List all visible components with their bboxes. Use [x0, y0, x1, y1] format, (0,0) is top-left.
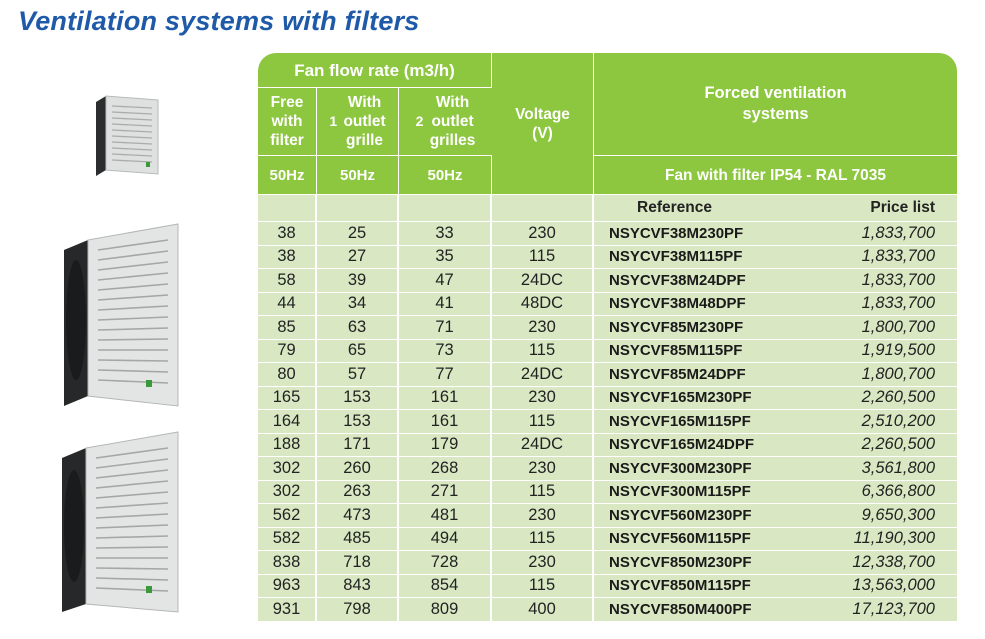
table-row: [258, 316, 957, 340]
reference-cell: NSYCVF300M115PF: [609, 483, 751, 501]
voltage-cell: 400: [492, 598, 594, 622]
frequency-header: 50Hz: [317, 156, 399, 195]
free-flow-cell: 188: [258, 434, 317, 458]
one-grille-flow-cell: 153: [317, 410, 399, 434]
large-fan-filter-image: [56, 428, 186, 620]
price-cell: 11,190,300: [853, 529, 935, 548]
table-row: [258, 410, 957, 434]
page-title: Ventilation systems with filters: [18, 6, 420, 36]
voltage-cell: 230: [492, 551, 594, 575]
table-row: [258, 222, 957, 246]
free-flow-cell: 838: [258, 551, 317, 575]
with-1-outlet-grille-header: 1 With outlet grille: [317, 88, 399, 156]
two-grilles-flow-cell: 854: [399, 575, 492, 599]
two-grilles-flow-cell: 728: [399, 551, 492, 575]
price-cell: 13,563,000: [852, 576, 935, 595]
free-flow-cell: 80: [258, 363, 317, 387]
price-list-header: Price list: [870, 199, 935, 216]
table-row: [258, 575, 957, 599]
free-flow-cell: 85: [258, 316, 317, 340]
reference-cell: NSYCVF300M230PF: [609, 459, 752, 477]
table-row: [258, 340, 957, 364]
one-grille-flow-cell: 25: [317, 222, 399, 246]
one-grille-flow-cell: 65: [317, 340, 399, 364]
one-grille-flow-cell: 260: [317, 457, 399, 481]
table-row: [258, 598, 957, 622]
voltage-cell: 230: [492, 504, 594, 528]
two-grilles-flow-cell: 41: [399, 293, 492, 317]
small-fan-filter-image: [92, 90, 164, 186]
price-cell: 2,260,500: [861, 388, 935, 407]
table-row: [258, 434, 957, 458]
voltage-cell: 48DC: [492, 293, 594, 317]
reference-cell: NSYCVF165M115PF: [609, 412, 751, 430]
free-flow-cell: 165: [258, 387, 317, 411]
with-2-outlet-grilles-header: 2 With outlet grilles: [399, 88, 492, 156]
free-flow-cell: 44: [258, 293, 317, 317]
ventilation-spec-table: [258, 53, 957, 622]
one-grille-flow-cell: 485: [317, 528, 399, 552]
fan-flow-rate-header: Fan flow rate (m3/h): [258, 53, 492, 88]
voltage-cell: 115: [492, 410, 594, 434]
price-cell: 3,561,800: [861, 458, 935, 477]
frequency-header: 50Hz: [258, 156, 317, 195]
one-grille-flow-cell: 34: [317, 293, 399, 317]
price-cell: 1,833,700: [861, 247, 935, 266]
table-row: [258, 293, 957, 317]
reference-cell: NSYCVF85M115PF: [609, 342, 743, 360]
price-cell: 2,510,200: [861, 411, 935, 430]
price-cell: 1,833,700: [861, 294, 935, 313]
one-grille-flow-cell: 798: [317, 598, 399, 622]
one-grille-flow-cell: 27: [317, 246, 399, 270]
one-grille-flow-cell: 473: [317, 504, 399, 528]
two-grilles-flow-cell: 33: [399, 222, 492, 246]
price-cell: 12,338,700: [852, 552, 935, 571]
one-grille-flow-cell: 39: [317, 269, 399, 293]
price-cell: 1,833,700: [861, 223, 935, 242]
two-grilles-flow-cell: 47: [399, 269, 492, 293]
reference-cell: NSYCVF850M230PF: [609, 553, 752, 571]
free-flow-cell: 302: [258, 457, 317, 481]
voltage-cell: 115: [492, 246, 594, 270]
voltage-header: Voltage (V): [492, 53, 594, 195]
fan-with-filter-header: Fan with filter IP54 - RAL 7035: [594, 156, 957, 195]
voltage-cell: 115: [492, 340, 594, 364]
price-cell: 1,833,700: [861, 270, 935, 289]
voltage-cell: 230: [492, 387, 594, 411]
reference-header: Reference: [637, 199, 712, 216]
two-grilles-flow-cell: 809: [399, 598, 492, 622]
reference-cell: NSYCVF38M115PF: [609, 248, 743, 266]
table-row: [258, 269, 957, 293]
free-flow-cell: 302: [258, 481, 317, 505]
one-grille-flow-cell: 843: [317, 575, 399, 599]
one-grille-flow-cell: 263: [317, 481, 399, 505]
free-flow-cell: 79: [258, 340, 317, 364]
reference-cell: NSYCVF38M230PF: [609, 224, 744, 242]
reference-cell: NSYCVF85M230PF: [609, 318, 744, 336]
reference-cell: NSYCVF85M24DPF: [609, 365, 746, 383]
free-flow-cell: 963: [258, 575, 317, 599]
one-grille-flow-cell: 171: [317, 434, 399, 458]
free-flow-cell: 58: [258, 269, 317, 293]
two-grilles-flow-cell: 73: [399, 340, 492, 364]
price-cell: 1,800,700: [861, 317, 935, 336]
free-flow-cell: 164: [258, 410, 317, 434]
voltage-cell: 24DC: [492, 363, 594, 387]
free-flow-cell: 582: [258, 528, 317, 552]
price-cell: 1,919,500: [861, 341, 935, 360]
medium-fan-filter-image: [58, 220, 186, 416]
table-row: [258, 457, 957, 481]
two-grilles-flow-cell: 35: [399, 246, 492, 270]
voltage-cell: 230: [492, 457, 594, 481]
reference-cell: NSYCVF165M230PF: [609, 389, 752, 407]
table-row: [258, 504, 957, 528]
two-grilles-flow-cell: 179: [399, 434, 492, 458]
reference-cell: NSYCVF560M230PF: [609, 506, 752, 524]
two-grilles-flow-cell: 481: [399, 504, 492, 528]
voltage-cell: 230: [492, 222, 594, 246]
two-grilles-flow-cell: 161: [399, 387, 492, 411]
reference-cell: NSYCVF850M115PF: [609, 577, 751, 595]
voltage-cell: 24DC: [492, 269, 594, 293]
reference-cell: NSYCVF38M24DPF: [609, 271, 746, 289]
voltage-cell: 24DC: [492, 434, 594, 458]
voltage-cell: 230: [492, 316, 594, 340]
price-cell: 2,260,500: [861, 435, 935, 454]
two-grilles-flow-cell: 77: [399, 363, 492, 387]
forced-ventilation-header: Forced ventilation systems: [594, 53, 957, 156]
reference-cell: NSYCVF560M115PF: [609, 530, 751, 548]
table-row: [258, 363, 957, 387]
free-with-filter-header: Free with filter: [258, 88, 317, 156]
two-grilles-flow-cell: 494: [399, 528, 492, 552]
price-cell: 1,800,700: [861, 364, 935, 383]
reference-cell: NSYCVF38M48DPF: [609, 295, 746, 313]
reference-cell: NSYCVF165M24DPF: [609, 436, 755, 454]
table-row: [258, 481, 957, 505]
one-grille-flow-cell: 153: [317, 387, 399, 411]
one-grille-flow-cell: 57: [317, 363, 399, 387]
price-cell: 17,123,700: [852, 599, 935, 618]
voltage-cell: 115: [492, 575, 594, 599]
reference-cell: NSYCVF850M400PF: [609, 600, 752, 618]
one-grille-flow-cell: 718: [317, 551, 399, 575]
free-flow-cell: 38: [258, 222, 317, 246]
free-flow-cell: 931: [258, 598, 317, 622]
price-cell: 9,650,300: [861, 505, 935, 524]
two-grilles-flow-cell: 271: [399, 481, 492, 505]
table-row: [258, 528, 957, 552]
two-grilles-flow-cell: 71: [399, 316, 492, 340]
table-row: [258, 387, 957, 411]
table-row: [258, 551, 957, 575]
two-grilles-flow-cell: 161: [399, 410, 492, 434]
table-row: [258, 246, 957, 270]
frequency-header: 50Hz: [399, 156, 492, 195]
free-flow-cell: 562: [258, 504, 317, 528]
free-flow-cell: 38: [258, 246, 317, 270]
one-grille-flow-cell: 63: [317, 316, 399, 340]
voltage-cell: 115: [492, 481, 594, 505]
voltage-cell: 115: [492, 528, 594, 552]
column-subheader-row: [258, 195, 957, 222]
price-cell: 6,366,800: [861, 482, 935, 501]
two-grilles-flow-cell: 268: [399, 457, 492, 481]
